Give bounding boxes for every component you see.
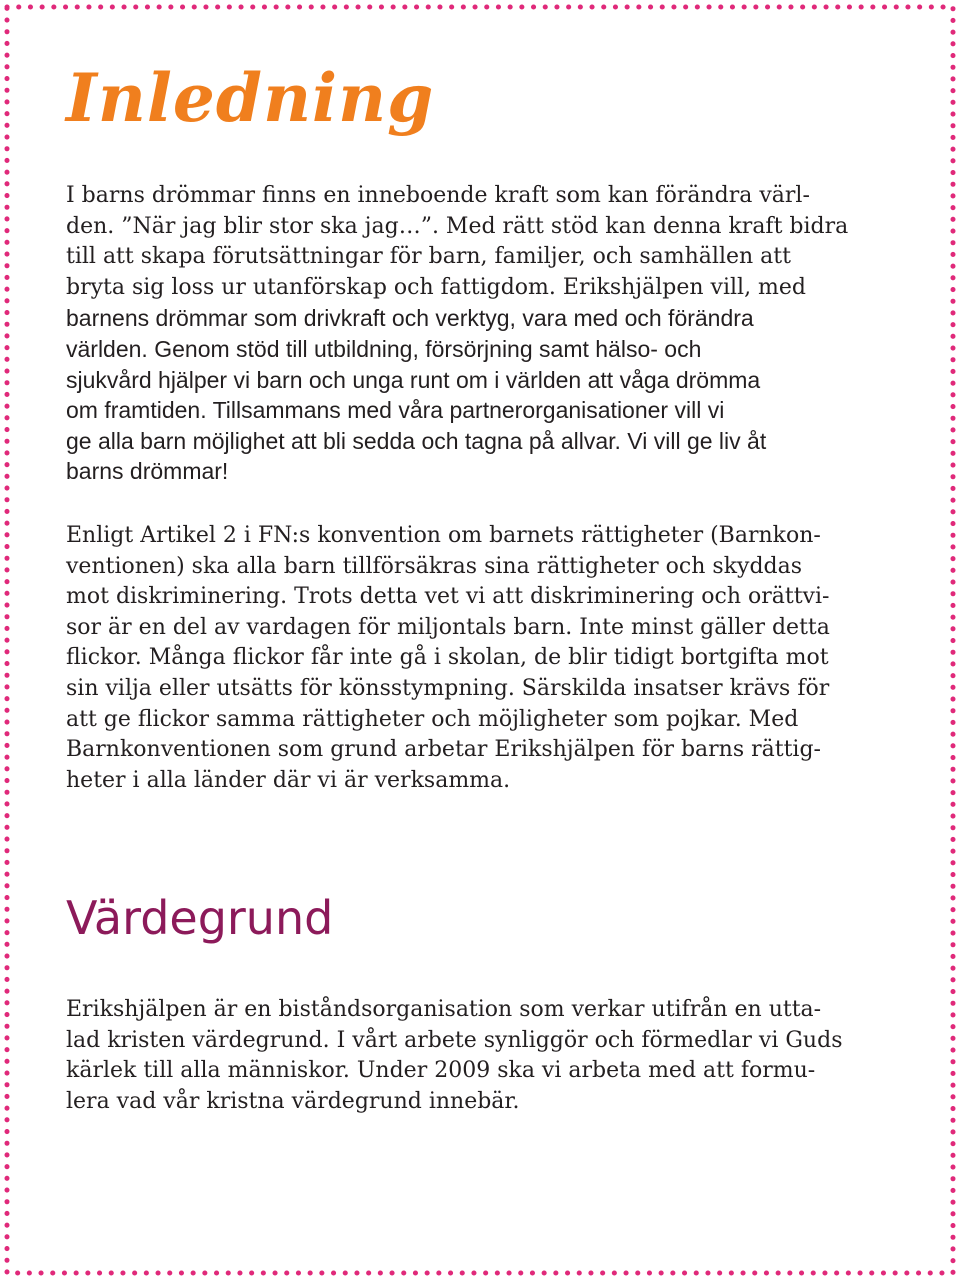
paragraph-line: sor är en del av vardagen för miljontals barn. Inte minst gäller detta xyxy=(66,614,830,640)
paragraph-line: den. ”När jag blir stor ska jag…”. Med rätt stöd kan denna kraft bidra xyxy=(66,213,849,239)
paragraph-line: världen. Genom stöd till utbildning, försörjning samt hälso- och xyxy=(66,335,702,362)
paragraph-line: Barnkonventionen som grund arbetar Erikshjälpen för barns rättig- xyxy=(66,737,821,763)
rights-paragraph xyxy=(66,521,830,796)
paragraph-line: Enligt Artikel 2 i FN:s konvention om barnets rättigheter (Barnkon- xyxy=(66,523,821,548)
paragraph-line: att ge flickor samma rättigheter och möjligheter som pojkar. Med xyxy=(66,706,799,732)
paragraph-line: Erikshjälpen är en biståndsorganisation som verkar utifrån en utta- xyxy=(66,997,822,1022)
intro-paragraph xyxy=(66,181,848,487)
paragraph-line: sin vilja eller utsätts för könsstympning. Särskilda insatser krävs för xyxy=(66,675,830,701)
paragraph-line: heter i alla länder där vi är verksamma. xyxy=(66,767,511,793)
paragraph-line: till att skapa förutsättningar för barn, familjer, och samhällen att xyxy=(66,244,791,270)
paragraph-line: sjukvård hjälper vi barn och unga runt om i världen att våga drömma xyxy=(66,366,761,393)
paragraph-line: barns drömmar! xyxy=(66,458,229,485)
paragraph-line: ventionen) ska alla barn tillförsäkras sina rättigheter och skyddas xyxy=(66,553,803,579)
paragraph-line: barnens drömmar som drivkraft och verktyg, vara med och förändra xyxy=(66,305,754,332)
paragraph-line: kärlek till alla människor. Under 2009 ska vi arbeta med att formu- xyxy=(66,1058,816,1084)
paragraph-line: mot diskriminering. Trots detta vet vi att diskriminering och orättvi- xyxy=(66,584,830,610)
paragraph-line: I barns drömmar finns en inneboende kraft som kan förändra värl- xyxy=(66,183,810,208)
paragraph-line: lera vad vår kristna värdegrund innebär. xyxy=(66,1088,520,1114)
paragraph-line: ge alla barn möjlighet att bli sedda och tagna på allvar. Vi vill ge liv åt xyxy=(66,427,767,454)
paragraph-line: flickor. Många flickor får inte gå i skolan, de blir tidigt bortgifta mot xyxy=(66,645,829,671)
paragraph-line: om framtiden. Tillsammans med våra partnerorganisationer vill vi xyxy=(66,397,725,424)
heading-vardegrund: Värdegrund xyxy=(66,891,334,945)
paragraph-line: lad kristen värdegrund. I vårt arbete synliggör och förmedlar vi Guds xyxy=(66,1027,843,1053)
values-paragraph xyxy=(66,995,842,1117)
paragraph-line: bryta sig loss ur utanförskap och fattigdom. Erikshjälpen vill, med xyxy=(66,274,807,300)
heading-inledning: Inledning xyxy=(66,59,435,137)
